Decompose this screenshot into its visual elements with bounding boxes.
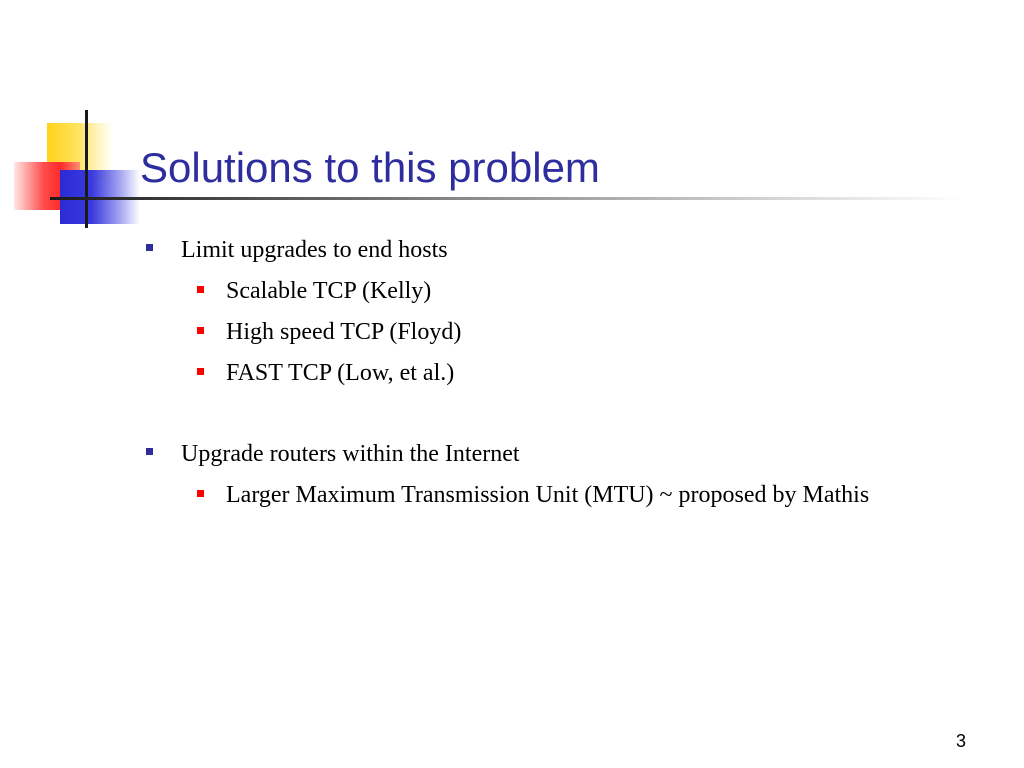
sub-bullet-item (226, 316, 941, 348)
sub-bullet-item (226, 479, 916, 511)
red-square-bullet-icon (197, 286, 204, 293)
bullet-item (181, 438, 941, 470)
blue-square-bullet-icon (146, 244, 153, 251)
sub-bullet-text: FAST TCP (Low, et al.) (226, 360, 455, 386)
red-square-bullet-icon (197, 490, 204, 497)
bullet-item (181, 234, 941, 266)
bullet-text: Limit upgrades to end hosts (181, 237, 448, 263)
red-square-bullet-icon (197, 327, 204, 334)
slide-title: Solutions to this problem (140, 144, 600, 191)
blue-square-bullet-icon (146, 448, 153, 455)
sub-bullet-text: Scalable TCP (Kelly) (226, 278, 432, 304)
sub-bullet-text: Larger Maximum Transmission Unit (MTU) ~ proposed by Mathis (226, 482, 870, 508)
decorative-vertical-line (85, 110, 88, 228)
red-square-bullet-icon (197, 368, 204, 375)
sub-bullet-text: High speed TCP (Floyd) (226, 319, 462, 345)
bullet-text: Upgrade routers within the Internet (181, 441, 520, 467)
slide-number: 3 (955, 731, 966, 751)
sub-bullet-item (226, 275, 941, 307)
sub-bullet-item (226, 357, 941, 389)
